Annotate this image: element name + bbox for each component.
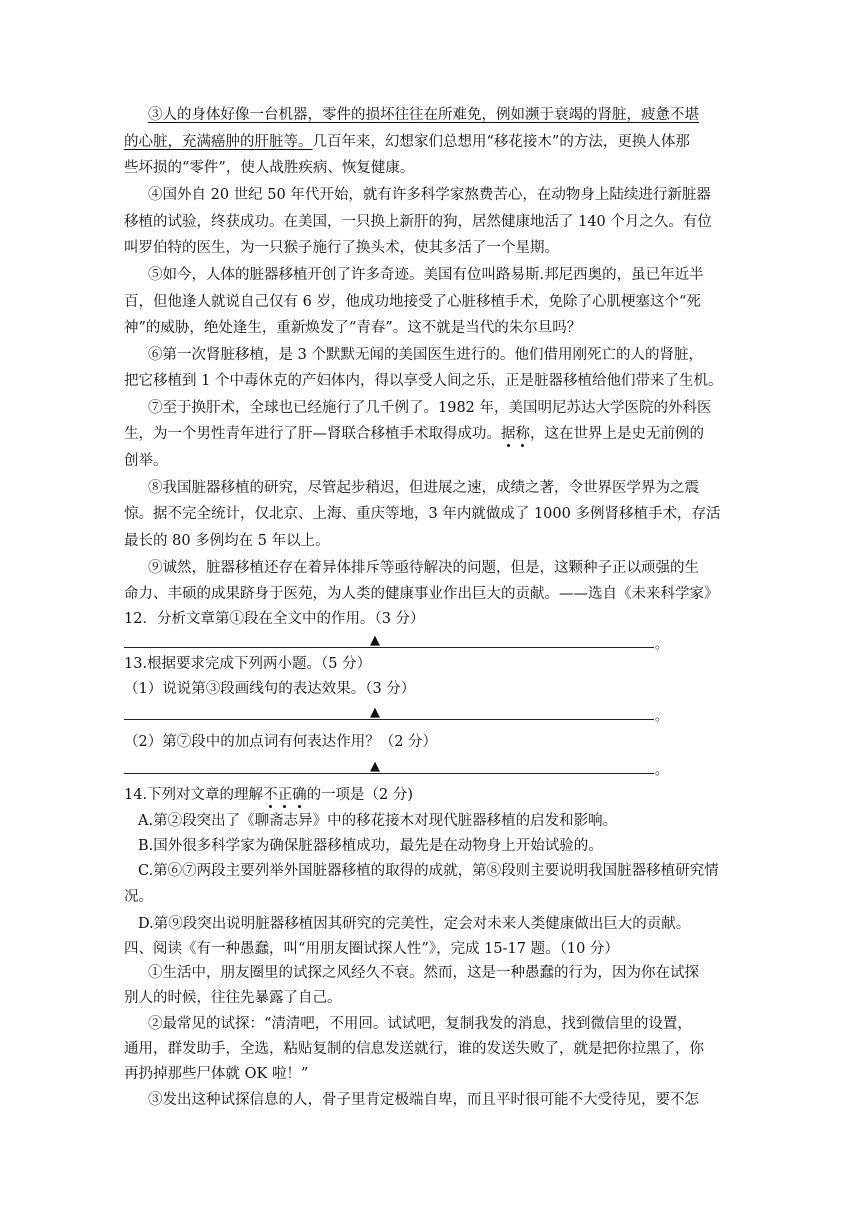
answer-line-q13-1[interactable]: ▲ 。	[124, 700, 664, 720]
paragraph-5-line-3: 神”的威胁，绝处逢生，重新焕发了“青春”。这不就是当代的朱尔旦吗？	[124, 320, 582, 336]
question-13-2: （2）第⑦段中的加点词有何表达作用？（2 分）	[124, 734, 438, 750]
paragraph-6-line-1: ⑥第一次肾脏移植，是 3 个默默无闻的美国医生进行的。他们借用刚死亡的人的肾脏，	[148, 347, 703, 363]
paragraph-8-line-3: 最长的 80 多例均在 5 年以上。	[124, 533, 330, 549]
dotted-word-char: 正	[277, 787, 293, 803]
section-4-paragraph-2-line-1: ②最常见的试探：“清清吧，不用回。试试吧，复制我发的消息，找到微信里的设置，	[148, 1016, 692, 1032]
question-13: 13.根据要求完成下列两小题。（5 分）	[124, 656, 372, 672]
dotted-word-char: 称	[515, 426, 530, 442]
paragraph-3-line-2: 的心脏，充满癌肿的肝脏等。几百年来，幻想家们总想用“移花接木”的方法，更换人体那	[124, 134, 690, 150]
section-4-paragraph-1-line-2: 别人的时候，往往先暴露了自己。	[124, 990, 342, 1006]
section-4-heading: 四、阅读《有一种愚蠢，叫“用朋友圈试探人性”》，完成 15-17 题。（10 分）	[124, 941, 619, 957]
underlined-sentence-cont: 的心脏，充满癌肿的肝脏等。	[124, 134, 313, 150]
paragraph-9-line-1: ⑨诚然，脏器移植还存在着异体排斥等亟待解决的问题，但是，这颗种子正以顽强的生	[148, 560, 699, 576]
option-c-line-2: 况。	[124, 889, 153, 905]
paragraph-7-line-3: 创举。	[124, 453, 168, 469]
option-c-line-1[interactable]: C.第⑥⑦两段主要列举外国脏器移植的取得的成就，第⑧段则主要说明我国脏器移植研究情	[138, 863, 719, 879]
answer-line-q12[interactable]: ▲ 。	[124, 628, 664, 648]
section-4-paragraph-1-line-1: ①生活中，朋友圈里的试探之风经久不衰。然而，这是一种愚蠢的行为，因为你在试探	[148, 965, 699, 981]
question-13-1: （1）说说第③段画线句的表达效果。（3 分）	[124, 681, 416, 697]
paragraph-3-line-3: 些坏损的“零件”，使人战胜疾病、恢复健康。	[124, 160, 415, 176]
paragraph-5-line-2: 百，但他逢人就说自己仅有 6 岁，他成功地接受了心脏移植手术，免除了心肌梗塞这个“死	[124, 294, 701, 310]
paragraph-5-line-1: ⑤如今，人体的脏器移植开创了许多奇迹。美国有位叫路易斯.邦尼西奥的，虽已年近半	[148, 267, 704, 283]
paragraph-9-line-2: 命力、丰硕的成果跻身于医苑，为人类的健康事业作出巨大的贡献。——选自《未来科学家》	[124, 586, 719, 602]
paragraph-8-line-2: 惊。据不完全统计，仅北京、上海、重庆等地，3 年内就做成了 1000 多例肾移植手术，存活	[124, 506, 721, 522]
paragraph-4-line-3: 叫罗伯特的医生，为一只猴子施行了换头术，使其多活了一个星期。	[124, 240, 559, 256]
paragraph-7-line-1: ⑦至于换肝术，全球也已经施行了几千例了。1982 年，美国明尼苏达大学医院的外科医	[148, 400, 712, 416]
paragraph-4-line-2: 移植的试验，终获成功。在美国，一只换上新肝的狗，居然健康地活了 140 个月之久。有位	[124, 214, 712, 230]
question-12: 12．分析文章第①段在全文中的作用。（3 分）	[124, 611, 425, 627]
question-14: 14.下列对文章的理解不正确的一项是（2 分)	[124, 787, 414, 803]
dotted-word-char: 不	[263, 787, 278, 803]
underlined-sentence: ③人的身体好像一台机器，零件的损坏往往在所难免，例如濒于衰竭的肾脏，疲惫不堪	[148, 107, 699, 123]
answer-marker-icon: ▲	[370, 759, 380, 774]
dotted-word-char: 据	[501, 426, 516, 442]
option-d[interactable]: D.第⑨段突出说明脏器移植因其研究的完美性，定会对未来人类健康做出巨大的贡献。	[138, 916, 691, 932]
section-4-paragraph-3-line-1: ③发出这种试探信息的人，骨子里肯定极端自卑，而且平时很可能不大受待见，要不怎	[148, 1092, 699, 1108]
paragraph-4-line-1: ④国外自 20 世纪 50 年代开始，就有许多科学家熬费苦心，在动物身上陆续进行新脏器	[148, 187, 711, 203]
paragraph-3-line-1	[148, 104, 699, 126]
answer-marker-icon: ▲	[370, 705, 380, 720]
section-4-paragraph-2-line-2: 通用，群发助手，全选，粘贴复制的信息发送就行，谁的发送失败了，就是把你拉黑了，你	[124, 1041, 704, 1057]
section-4-paragraph-2-line-3: 再扔掉那些尸体就 OK 啦！”	[124, 1066, 309, 1082]
option-b[interactable]: B.国外很多科学家为确保脏器移植成功，最先是在动物身上开始试验的。	[138, 838, 603, 854]
dotted-word-char: 确	[292, 787, 307, 803]
paragraph-7-line-2: 生，为一个男性青年进行了肝—肾联合移植手术取得成功。据称，这在世界上是史无前例的	[124, 426, 704, 442]
paragraph-6-line-2: 把它移植到 1 个中毒休克的产妇体内，得以享受人间之乐，正是脏器移植给他们带来了生机。	[124, 373, 723, 389]
answer-line-q13-2[interactable]: ▲ 。	[124, 754, 664, 774]
answer-marker-icon: ▲	[370, 633, 380, 648]
paragraph-8-line-1: ⑧我国脏器移植的研究，尽管起步稍迟，但进展之速，成绩之著，令世界医学界为之震	[148, 480, 699, 496]
option-a[interactable]: A.第②段突出了《聊斋志异》中的移花接木对现代脏器移植的启发和影响。	[138, 813, 618, 829]
